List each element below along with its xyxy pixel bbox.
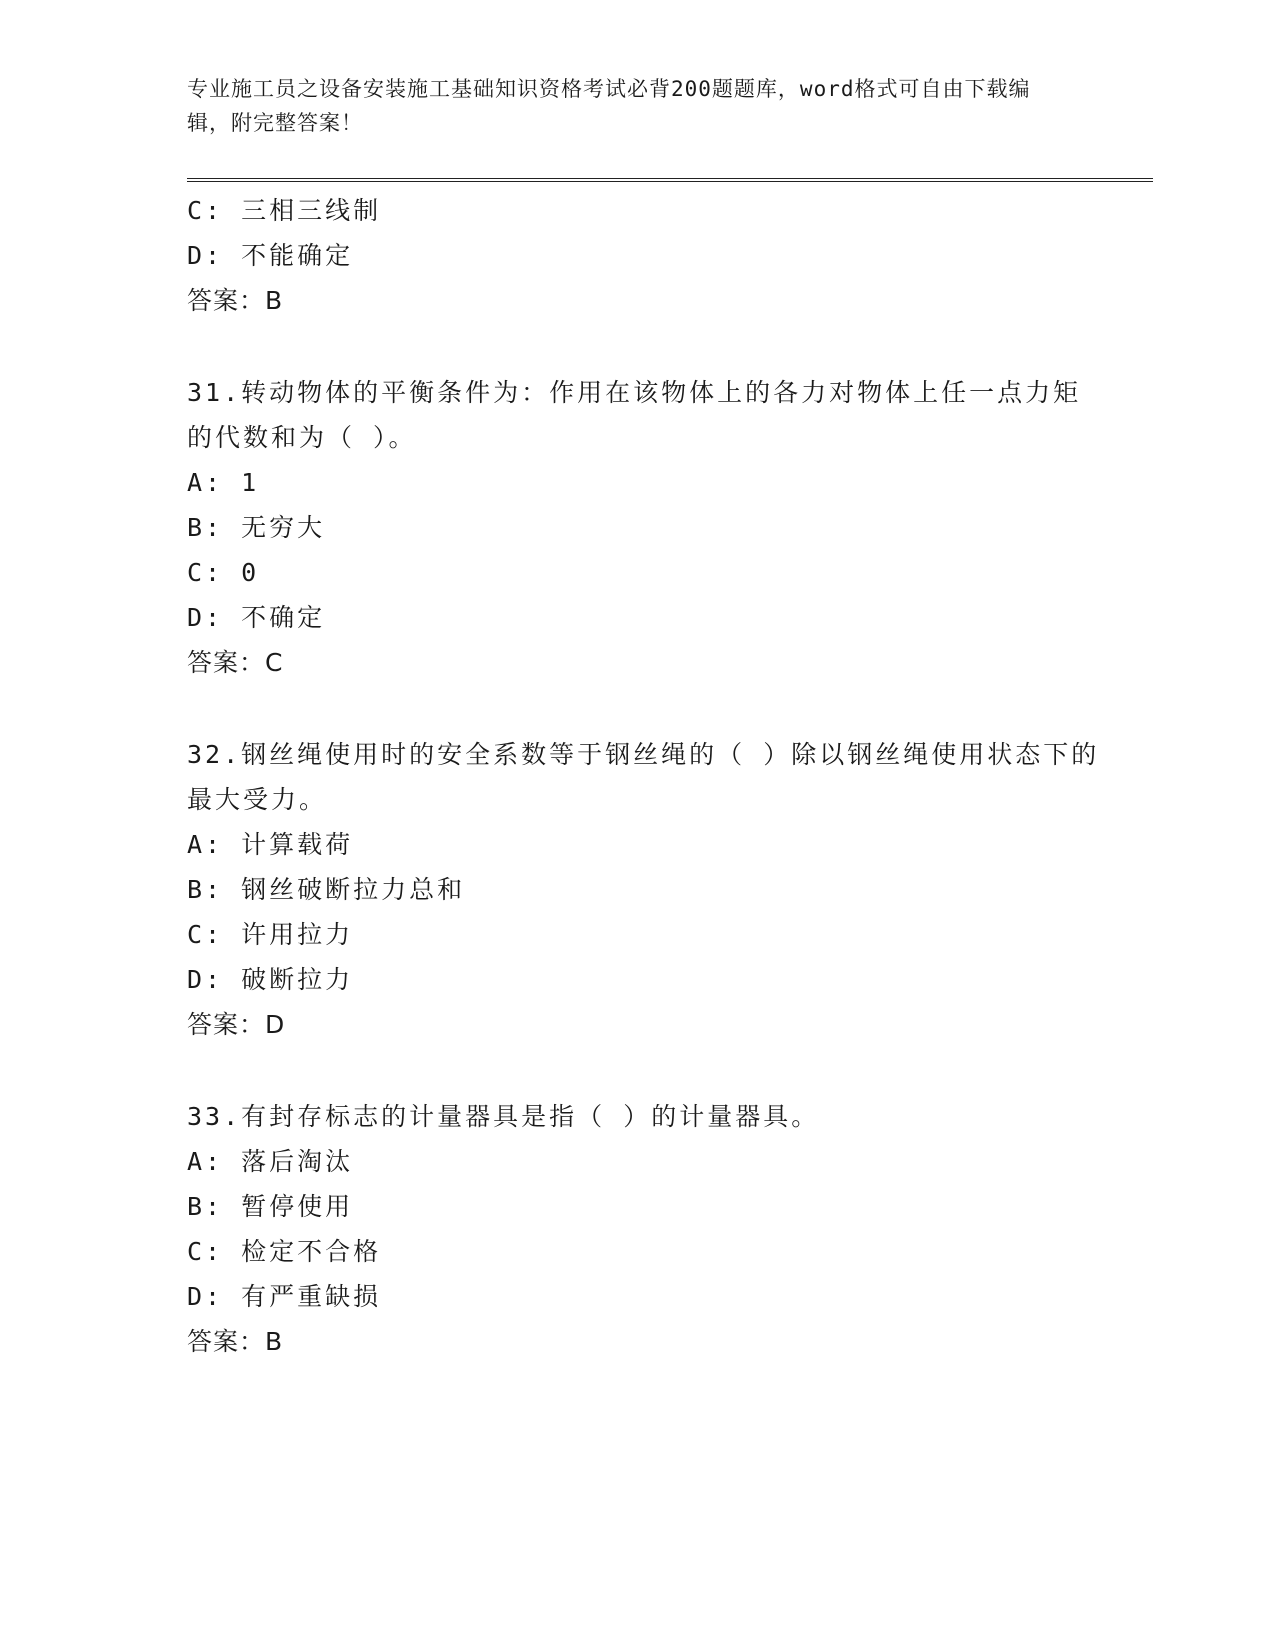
- option-d: D: 有严重缺损: [187, 1282, 382, 1311]
- question-stem: 33.有封存标志的计量器具是指（ ）的计量器具。: [187, 1102, 820, 1131]
- option-c: C: 检定不合格: [187, 1237, 382, 1266]
- question-32: [187, 732, 1107, 1047]
- option-c: C: 许用拉力: [187, 920, 354, 949]
- option-d: D: 不确定: [187, 603, 326, 632]
- question-33: [187, 1094, 1107, 1364]
- answer-line: 答案：C: [187, 648, 284, 677]
- answer-line: 答案：D: [187, 1010, 286, 1039]
- option-a: A: 1: [187, 468, 260, 497]
- spacer: [187, 1047, 1107, 1094]
- option-b: B: 无穷大: [187, 513, 326, 542]
- option-b: B: 钢丝破断拉力总和: [187, 875, 466, 904]
- spacer: [187, 685, 1107, 732]
- document-title: 专业施工员之设备安装施工基础知识资格考试必背200题题库，word格式可自由下载编辑，附完整答案！: [187, 77, 1031, 135]
- spacer: [187, 323, 1107, 370]
- option-a: A: 落后淘汰: [187, 1147, 354, 1176]
- option-d: D: 破断拉力: [187, 965, 354, 994]
- question-content: [187, 188, 1107, 1364]
- carryover-question: [187, 188, 1107, 323]
- option-c: C: 三相三线制: [187, 196, 382, 225]
- answer-line: 答案：B: [187, 286, 284, 315]
- option-c: C: 0: [187, 558, 260, 587]
- question-stem: 32.钢丝绳使用时的安全系数等于钢丝绳的（ ）除以钢丝绳使用状态下的最大受力。: [187, 740, 1100, 814]
- header-divider: [187, 178, 1153, 182]
- option-a: A: 计算载荷: [187, 830, 354, 859]
- option-b: B: 暂停使用: [187, 1192, 354, 1221]
- answer-line: 答案：B: [187, 1327, 284, 1356]
- question-31: [187, 370, 1107, 685]
- question-stem: 31.转动物体的平衡条件为：作用在该物体上的各力对物体上任一点力矩的代数和为（ ）。: [187, 378, 1082, 452]
- option-d: D: 不能确定: [187, 241, 354, 270]
